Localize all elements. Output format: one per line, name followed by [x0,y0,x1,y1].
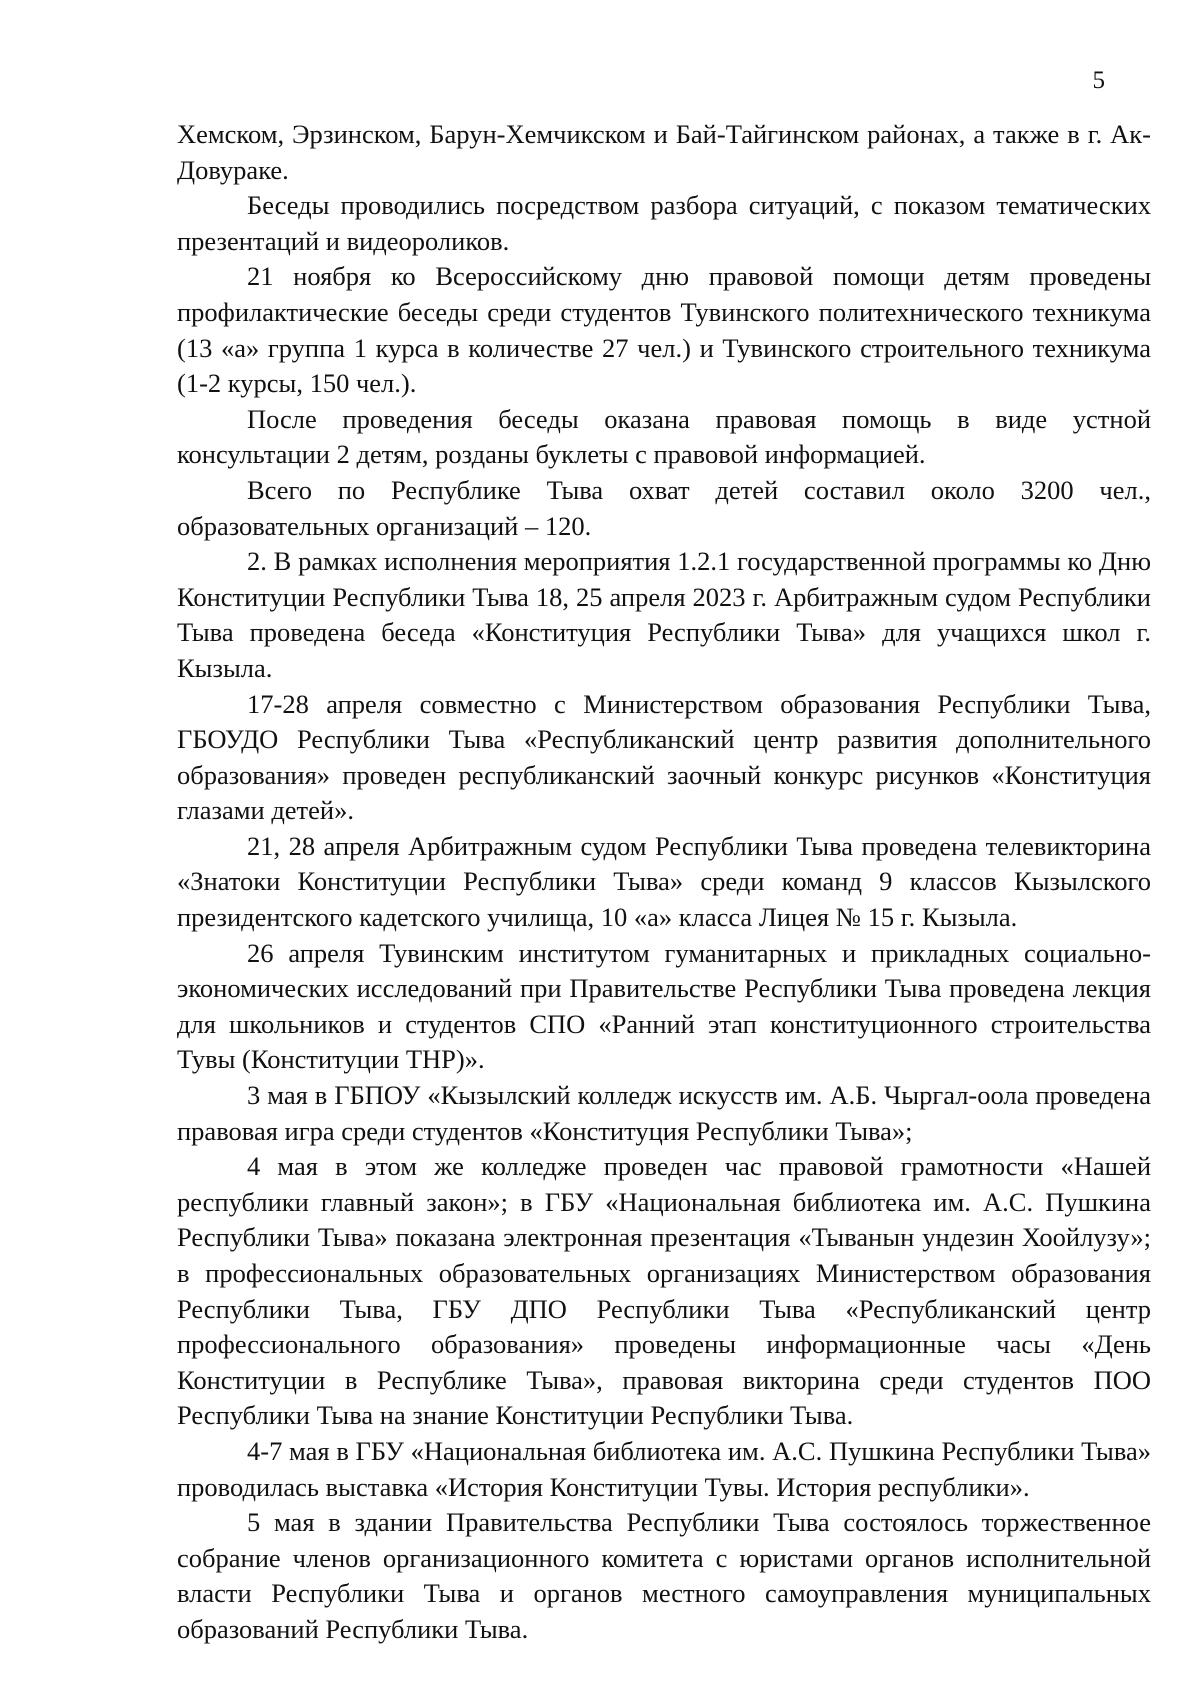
paragraph: 4 мая в этом же колледже проведен час правовой грамотности «Нашей республики главный закон»; в ГБУ «Национальная библиотека им. А.С. Пушкина Республики Тыва» показана электронная презентация «Тыванын ундезин Хоойлузу»; в профессиональных образовательных организациях Министерством образования Республики Тыва, ГБУ ДПО Республики Тыва «Республиканский центр профессионального образования» проведены информационные часы «День Конституции в Республике Тыва», правовая викторина среди студентов ПОО Республики Тыва на знание Конституции Республики Тыва. [177,1151,1151,1431]
paragraph: 21 ноября ко Всероссийскому дню правовой помощи детям проведены профилактические беседы среди студентов Тувинского политехнического техникума (13 «а» группа 1 курса в количестве 27 чел.) и Тувинского строительного техникума (1-2 курсы, 150 чел.). [177,261,1151,399]
paragraph: 21, 28 апреля Арбитражным судом Республики Тыва проведена телевикторина «Знатоки Конституции Республики Тыва» среди команд 9 классов Кызылского президентского кадетского училища, 10 «а» класса Лицея № 15 г. Кызыла. [177,830,1151,933]
paragraph: После проведения беседы оказана правовая помощь в виде устной консультации 2 детям, розданы буклеты с правовой информацией. [177,403,1151,470]
paragraph: Беседы проводились посредством разбора ситуаций, с показом тематических презентаций и видеороликов. [177,190,1151,256]
paragraph: Всего по Республике Тыва охват детей составил около 3200 чел., образовательных организаций – 120. [177,474,1151,541]
paragraph: 3 мая в ГБПОУ «Кызылский колледж искусств им. А.Б. Чыргал-оола проведена правовая игра среди студентов «Конституция Республики Тыва»; [177,1080,1151,1146]
document-body [177,117,1151,1648]
paragraph: Хемском, Эрзинском, Барун-Хемчикском и Бай-Тайгинском районах, а также в г. Ак-Довураке. [177,119,1151,185]
paragraph: 5 мая в здании Правительства Республики Тыва состоялось торжественное собрание членов организационного комитета с юристами органов исполнительной власти Республики Тыва и органов местного самоуправления муниципальных образований Республики Тыва. [177,1507,1151,1644]
page-number: 5 [1092,67,1105,94]
paragraph: 17-28 апреля совместно с Министерством образования Республики Тыва, ГБОУДО Республики Тыва «Республиканский центр развития дополнительного образования» проведен республиканский заочный конкурс рисунков «Конституция глазами детей». [177,688,1151,826]
paragraph: 4-7 мая в ГБУ «Национальная библиотека им. А.С. Пушкина Республики Тыва» проводилась выставка «История Конституции Тувы. История республики». [177,1435,1151,1502]
paragraph: 2. В рамках исполнения мероприятия 1.2.1 государственной программы ко Дню Конституции Республики Тыва 18, 25 апреля 2023 г. Арбитражным судом Республики Тыва проведена беседа «Конституция Республики Тыва» для учащихся школ г. Кызыла. [177,546,1151,683]
paragraph: 26 апреля Тувинским институтом гуманитарных и прикладных социально-экономических исследований при Правительстве Республики Тыва проведена лекция для школьников и студентов СПО «Ранний этап конституционного строительства Тувы (Конституции ТНР)». [177,937,1151,1075]
